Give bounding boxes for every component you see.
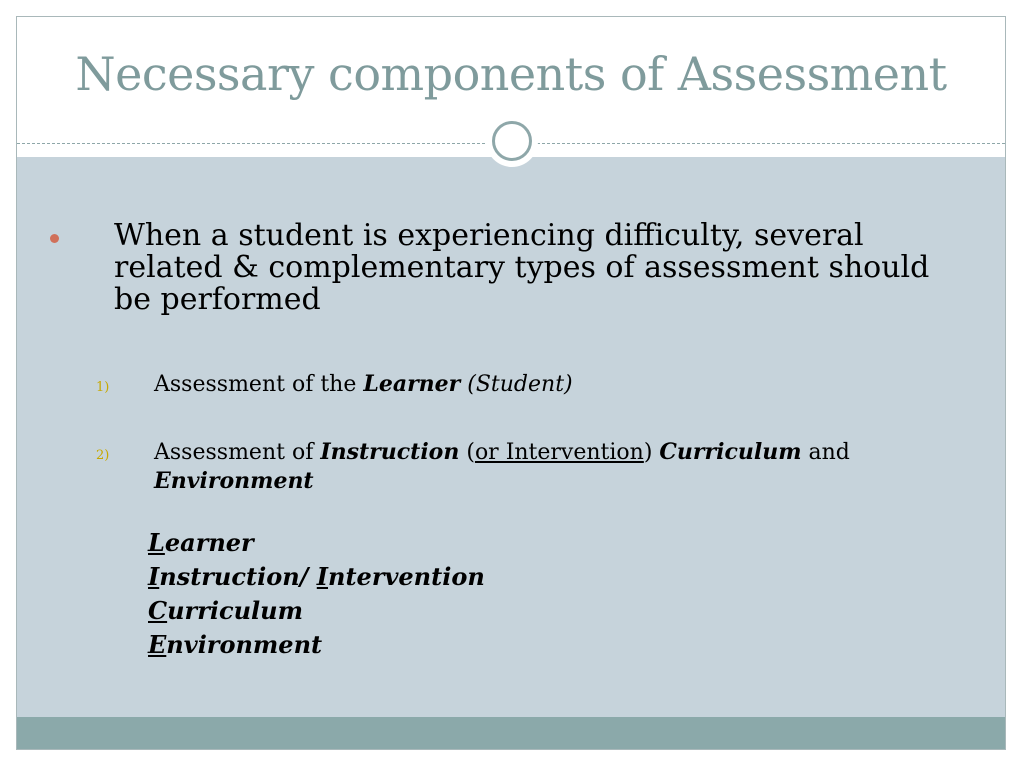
- bullet-text: When a student is experiencing difficulty, several related & complementary types of assessment should be performed: [114, 218, 930, 317]
- circle-ornament-icon: [486, 115, 538, 167]
- underlined-intervention: or Intervention: [474, 440, 644, 465]
- slide-title: Necessary components of Assessment: [75, 47, 947, 101]
- acronym-initial: L: [148, 528, 165, 557]
- item-emphasis: Learner: [363, 371, 461, 397]
- acronym-line-learner: [148, 526, 485, 560]
- acronym-rest: earner: [164, 528, 254, 557]
- item-prefix: Assessment of: [154, 440, 321, 465]
- acronym-initial: C: [148, 596, 168, 625]
- acronym-line-instruction: [148, 560, 485, 594]
- item-suffix: (Student): [460, 372, 573, 397]
- circle-ring-icon: [492, 121, 532, 161]
- acronym-rest: urriculum: [167, 596, 303, 625]
- item-emphasis-instruction: Instruction: [320, 439, 460, 465]
- item-mid: and: [801, 440, 850, 465]
- item-text: [154, 438, 934, 496]
- paren-close: ): [643, 440, 660, 465]
- paren-open: (: [459, 440, 475, 465]
- acronym-line-environment: [148, 628, 485, 662]
- acronym-initial: E: [148, 630, 167, 659]
- footer-band: [17, 717, 1005, 750]
- number-marker: 2): [96, 448, 110, 463]
- acronym-rest-2: ntervention: [328, 562, 485, 591]
- item-prefix: Assessment of the: [154, 372, 364, 397]
- item-emphasis-environment: Environment: [154, 468, 314, 494]
- item-text: [154, 370, 934, 399]
- bullet-dot-icon: [50, 234, 59, 243]
- acronym-line-curriculum: [148, 594, 485, 628]
- acronym-rest: nstruction/: [159, 562, 317, 591]
- number-marker: 1): [96, 380, 110, 395]
- acronym-initial-2: I: [316, 562, 329, 591]
- acronym-rest: nvironment: [166, 630, 323, 659]
- acronym-initial: I: [148, 562, 160, 591]
- item-emphasis-curriculum: Curriculum: [659, 439, 802, 465]
- acronym-list: [148, 526, 485, 662]
